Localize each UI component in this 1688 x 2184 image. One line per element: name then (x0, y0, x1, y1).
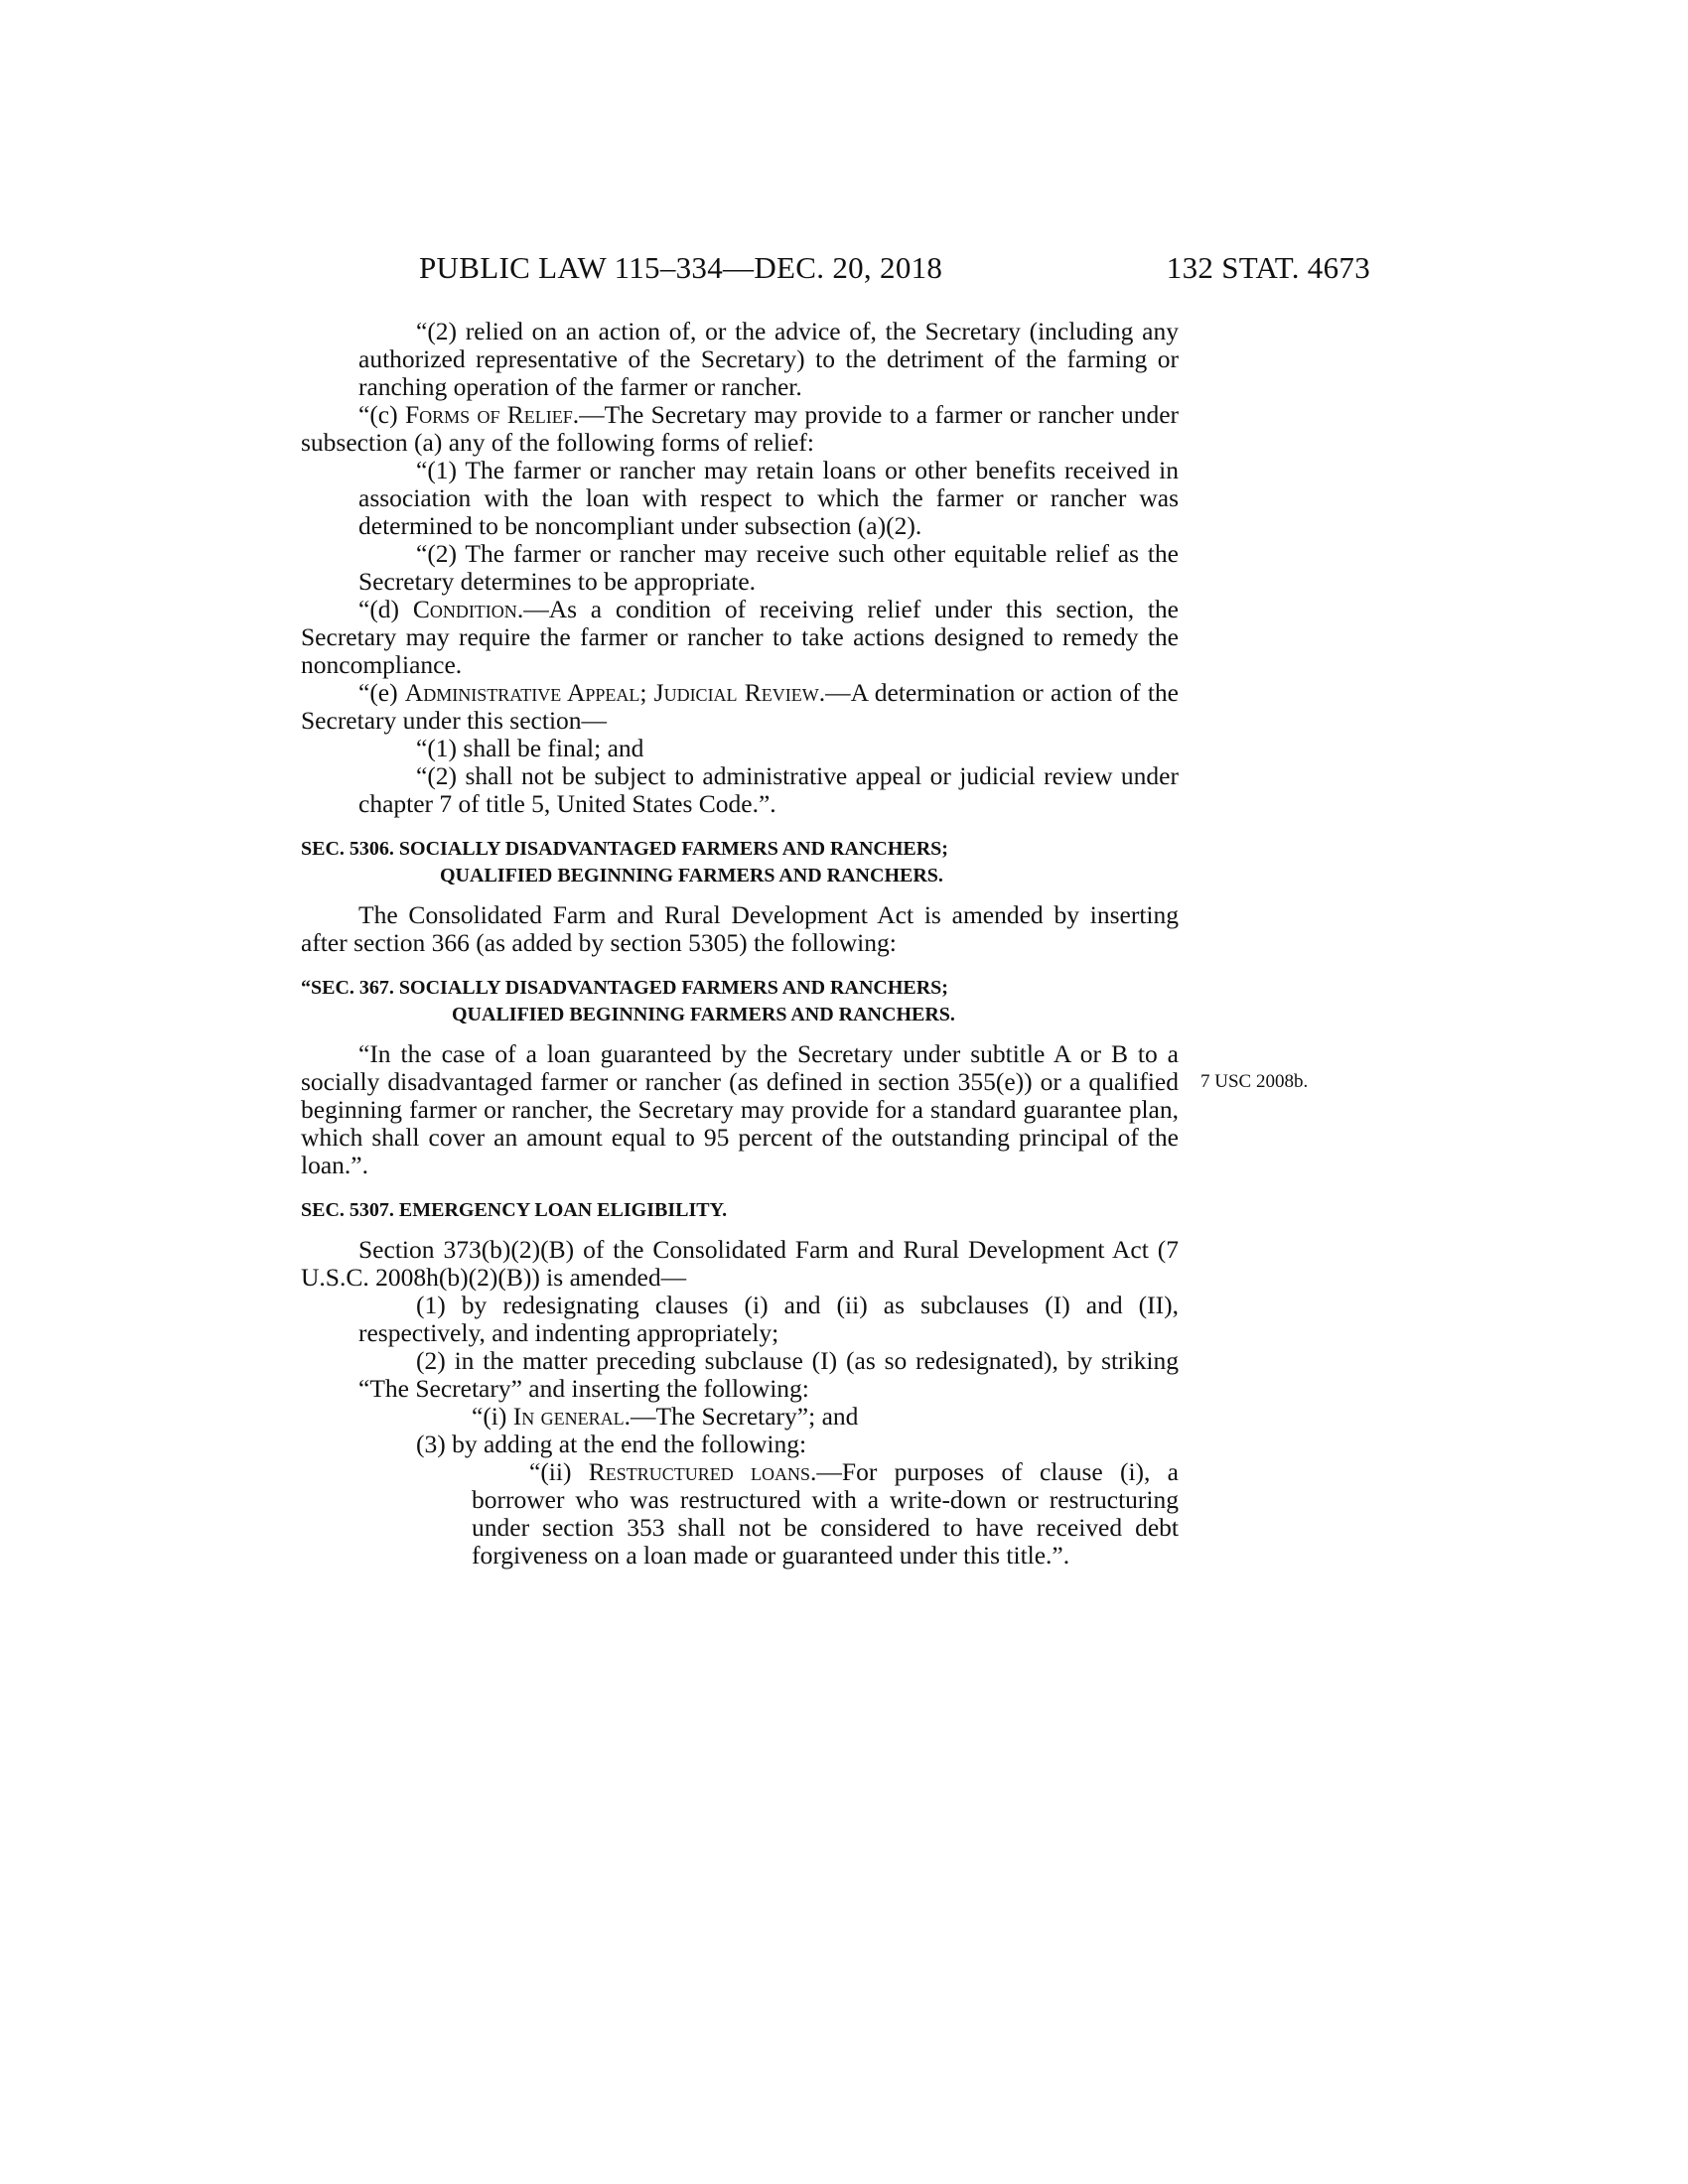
section-367-heading-line1: “SEC. 367. SOCIALLY DISADVANTAGED FARMERS AND RANCHERS; (301, 977, 948, 999)
section-5306-heading-line1: SEC. 5306. SOCIALLY DISADVANTAGED FARMERS AND RANCHERS; (301, 838, 948, 860)
section-5306-heading-line2: QUALIFIED BEGINNING FARMERS AND RANCHERS. (440, 865, 943, 887)
section-5307-heading: SEC. 5307. EMERGENCY LOAN ELIGIBILITY. (301, 1199, 728, 1221)
subsection-e-open: “(e) (358, 678, 405, 707)
running-header-stat-page: 132 STAT. 4673 (1166, 250, 1370, 285)
section-5307-item-1: (1) by redesignating clauses (i) and (ii) as subclauses (I) and (II), respectively, and indenting appropriately; (358, 1291, 1179, 1347)
subsection-e2-paragraph: “(2) shall not be subject to administrative appeal or judicial review under chapter 7 of title 5, United States Code.”. (358, 761, 1179, 818)
subsection-d-open: “(d) (358, 595, 413, 623)
subsection-c-text: .—The Secretary may provide to a farmer or rancher under subsection (a) any of the following forms of relief: (301, 400, 1179, 457)
section-5306-text: The Consolidated Farm and Rural Development Act is amended by inserting after section 366 (as added by section 5305) the following: (301, 900, 1179, 957)
clause-ii-heading: Restructured loans (588, 1457, 811, 1486)
subsection-c1-paragraph: “(1) The farmer or rancher may retain loans or other benefits received in association with the loan with respect to which the farmer or rancher was determined to be noncompliant under subsection (a)(2). (358, 456, 1179, 540)
subsection-c-paragraph (301, 401, 1179, 457)
subsection-d-heading: Condition (412, 595, 517, 623)
document-body (301, 318, 1179, 1570)
margin-citation-note: 7 USC 2008b. (1200, 1071, 1309, 1092)
subsection-c-heading: Forms of Relief (404, 400, 573, 429)
section-367-heading (301, 975, 1179, 1028)
section-367-heading-line2: QUALIFIED BEGINNING FARMERS AND RANCHERS. (452, 1004, 955, 1025)
subsection-e1-paragraph: “(1) shall be final; and (416, 734, 644, 762)
clause-i-heading: In general (512, 1402, 625, 1431)
clause-ii-text: .—For purposes of clause (i), a borrower who was restructured with a write-down or restructuring under section 353 shall not be considered to have received debt forgiveness on a loan made or guaranteed under this title.”. (472, 1457, 1179, 1570)
clause-b2-paragraph: “(2) relied on an action of, or the advice of, the Secretary (including any authorized representative of the Secretary) to the detriment of the farming or ranching operation of the farmer or rancher. (358, 317, 1179, 401)
running-header-title: PUBLIC LAW 115–334—DEC. 20, 2018 (419, 250, 943, 285)
subsection-d-text: .—As a condition of receiving relief under this section, the Secretary may require the farmer or rancher to take actions designed to remedy the noncompliance. (301, 595, 1179, 679)
subsection-d-paragraph (301, 596, 1179, 679)
clause-i-text: .—The Secretary”; and (624, 1402, 859, 1431)
section-5307-item-3: (3) by adding at the end the following: (416, 1430, 807, 1458)
subsection-e-paragraph (301, 679, 1179, 735)
clause-ii-paragraph (301, 1458, 1179, 1570)
subsection-c-open: “(c) (358, 400, 405, 429)
section-5306-heading (301, 836, 1179, 889)
section-367-text: “In the case of a loan guaranteed by the Secretary under subtitle A or B to a socially disadvantaged farmer or rancher (as defined in section 355(e)) or a qualified beginning farmer or rancher, the Secretary may provide for a standard guarantee plan, which shall cover an amount equal to 95 percent of the outstanding principal of the loan.”. (301, 1039, 1179, 1179)
clause-i-open: “(i) (472, 1402, 513, 1431)
subsection-c2-paragraph: “(2) The farmer or rancher may receive such other equitable relief as the Secretary determines to be appropriate. (358, 539, 1179, 596)
section-5307-item-2: (2) in the matter preceding subclause (I) (as so redesignated), by striking “The Secretary” and inserting the following: (358, 1346, 1179, 1403)
subsection-e-heading: Administrative Appeal; Judicial Review (404, 678, 819, 707)
clause-i-paragraph (301, 1403, 1179, 1431)
clause-ii-open: “(ii) (529, 1457, 589, 1486)
subsection-e-text: .—A determination or action of the Secretary under this section— (301, 678, 1179, 735)
section-5307-intro: Section 373(b)(2)(B) of the Consolidated Farm and Rural Development Act (7 U.S.C. 2008h(b)(2)(B)) is amended— (301, 1235, 1179, 1292)
